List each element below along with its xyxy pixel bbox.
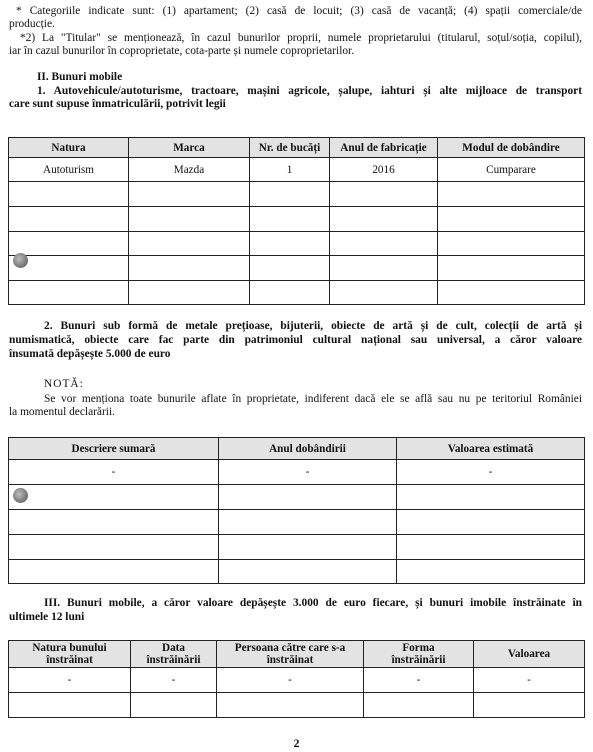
table-cell bbox=[219, 535, 397, 560]
table-cell bbox=[250, 281, 330, 305]
table-cell bbox=[219, 560, 397, 584]
table-cell: - bbox=[219, 460, 397, 485]
subsection-1-heading: 1. Autovehicule/autoturisme, tractoare, mașini agricole, șalupe, iahturi și alte mijloace de transport bbox=[37, 85, 582, 97]
section-heading-instrainate: III. Bunuri mobile, a căror valoare depășește 3.000 de euro fiecare, și bunuri imobile înstrăinate în bbox=[44, 597, 582, 609]
table-cell bbox=[9, 281, 129, 305]
footnote-titular-cont: iar în cazul bunurilor în coproprietate, cota-parte și numele coproprietarilor. bbox=[9, 45, 355, 57]
table-cell bbox=[397, 510, 585, 535]
alienated-header-persoana: Persoana către care s-a înstrăinat bbox=[217, 641, 364, 668]
table-row bbox=[9, 281, 585, 305]
table-cell bbox=[9, 693, 131, 718]
punch-hole-mark bbox=[13, 253, 28, 268]
table-cell bbox=[219, 485, 397, 510]
table-cell bbox=[250, 207, 330, 232]
valuables-table bbox=[8, 437, 585, 584]
nota-text-cont: la momentul declarării. bbox=[9, 406, 115, 418]
table-cell bbox=[330, 281, 438, 305]
table-row bbox=[9, 207, 585, 232]
table-row bbox=[9, 510, 585, 535]
table-cell bbox=[131, 693, 217, 718]
valuables-header-valoare: Valoarea estimată bbox=[397, 438, 585, 460]
table-row bbox=[9, 158, 585, 182]
subsection-2-heading-cont2: însumată depășește 5.000 de euro bbox=[9, 348, 171, 360]
table-cell: - bbox=[9, 668, 131, 693]
table-cell bbox=[438, 232, 585, 256]
table-cell: Mazda bbox=[129, 158, 250, 182]
table-cell bbox=[250, 256, 330, 281]
footnote-titular: *2) La "Titular" se menționează, în cazul bunurilor proprii, numele proprietarului (titularul, soțul/soția, copilul), bbox=[20, 32, 582, 44]
table-cell: Cumparare bbox=[438, 158, 585, 182]
vehicles-header-natura: Natura bbox=[9, 138, 129, 158]
table-cell bbox=[330, 232, 438, 256]
vehicles-header-mod-dobandire: Modul de dobândire bbox=[438, 138, 585, 158]
table-cell: - bbox=[131, 668, 217, 693]
table-cell bbox=[217, 693, 364, 718]
page-number: 2 bbox=[293, 736, 300, 750]
table-cell: 1 bbox=[250, 158, 330, 182]
subsection-2-heading-cont: numismatică, obiecte care fac parte din patrimoniul cultural național sau universal, a căror valoare bbox=[9, 334, 582, 346]
table-cell bbox=[438, 256, 585, 281]
table-cell: - bbox=[9, 460, 219, 485]
table-cell bbox=[129, 207, 250, 232]
table-cell bbox=[438, 281, 585, 305]
table-row bbox=[9, 485, 585, 510]
punch-hole-mark bbox=[13, 488, 28, 503]
valuables-header-an-dobandire: Anul dobândirii bbox=[219, 438, 397, 460]
table-cell: - bbox=[364, 668, 474, 693]
section-heading-bunuri-mobile: II. Bunuri mobile bbox=[37, 71, 123, 83]
table-cell bbox=[250, 182, 330, 207]
footnote-categories-cont: producție. bbox=[9, 18, 55, 30]
alienated-header-natura: Natura bunului înstrăinat bbox=[9, 641, 131, 668]
table-cell bbox=[330, 182, 438, 207]
section-heading-instrainate-cont: ultimele 12 luni bbox=[9, 611, 85, 623]
table-cell bbox=[9, 232, 129, 256]
table-row bbox=[9, 256, 585, 281]
table-cell bbox=[129, 256, 250, 281]
table-cell bbox=[129, 281, 250, 305]
table-row bbox=[9, 560, 585, 584]
table-row bbox=[9, 693, 585, 718]
alienated-header-valoarea: Valoarea bbox=[474, 641, 585, 668]
table-cell bbox=[474, 693, 585, 718]
alienated-header-data: Data înstrăinării bbox=[131, 641, 217, 668]
subsection-2-heading: 2. Bunuri sub formă de metale prețioase, bijuterii, obiecte de artă și de cult, colecții de artă și bbox=[44, 320, 582, 332]
nota-title: NOTĂ: bbox=[44, 378, 84, 390]
table-cell bbox=[9, 510, 219, 535]
table-cell bbox=[438, 207, 585, 232]
table-row bbox=[9, 668, 585, 693]
vehicles-table bbox=[8, 137, 585, 305]
table-cell bbox=[9, 535, 219, 560]
alienated-table bbox=[8, 640, 585, 718]
alienated-header-forma: Forma înstrăinării bbox=[364, 641, 474, 668]
nota-text: Se vor menționa toate bunurile aflate în proprietate, indiferent dacă ele se află sau nu pe teritoriul României bbox=[44, 393, 582, 405]
table-cell: - bbox=[217, 668, 364, 693]
table-cell: - bbox=[397, 460, 585, 485]
table-row bbox=[9, 460, 585, 485]
table-cell bbox=[129, 232, 250, 256]
table-cell bbox=[9, 207, 129, 232]
table-cell bbox=[364, 693, 474, 718]
vehicles-header-nr-bucati: Nr. de bucăți bbox=[250, 138, 330, 158]
table-cell: - bbox=[474, 668, 585, 693]
table-row bbox=[9, 535, 585, 560]
table-cell bbox=[397, 560, 585, 584]
table-cell bbox=[330, 256, 438, 281]
table-cell bbox=[397, 535, 585, 560]
table-cell: 2016 bbox=[330, 158, 438, 182]
vehicles-header-marca: Marca bbox=[129, 138, 250, 158]
table-cell bbox=[129, 182, 250, 207]
table-row bbox=[9, 232, 585, 256]
table-cell bbox=[438, 182, 585, 207]
table-cell bbox=[9, 560, 219, 584]
table-cell bbox=[9, 182, 129, 207]
table-cell bbox=[219, 510, 397, 535]
vehicles-header-an-fabricatie: Anul de fabricație bbox=[330, 138, 438, 158]
table-cell bbox=[330, 207, 438, 232]
table-cell bbox=[9, 485, 219, 510]
table-row bbox=[9, 182, 585, 207]
table-cell bbox=[250, 232, 330, 256]
footnote-categories: * Categoriile indicate sunt: (1) apartament; (2) casă de locuit; (3) casă de vacanță; (4) spații comerciale/de bbox=[16, 5, 582, 17]
subsection-1-heading-cont: care sunt supuse înmatriculării, potrivit legii bbox=[9, 98, 226, 110]
table-cell: Autoturism bbox=[9, 158, 129, 182]
table-cell bbox=[397, 485, 585, 510]
valuables-header-descriere: Descriere sumară bbox=[9, 438, 219, 460]
